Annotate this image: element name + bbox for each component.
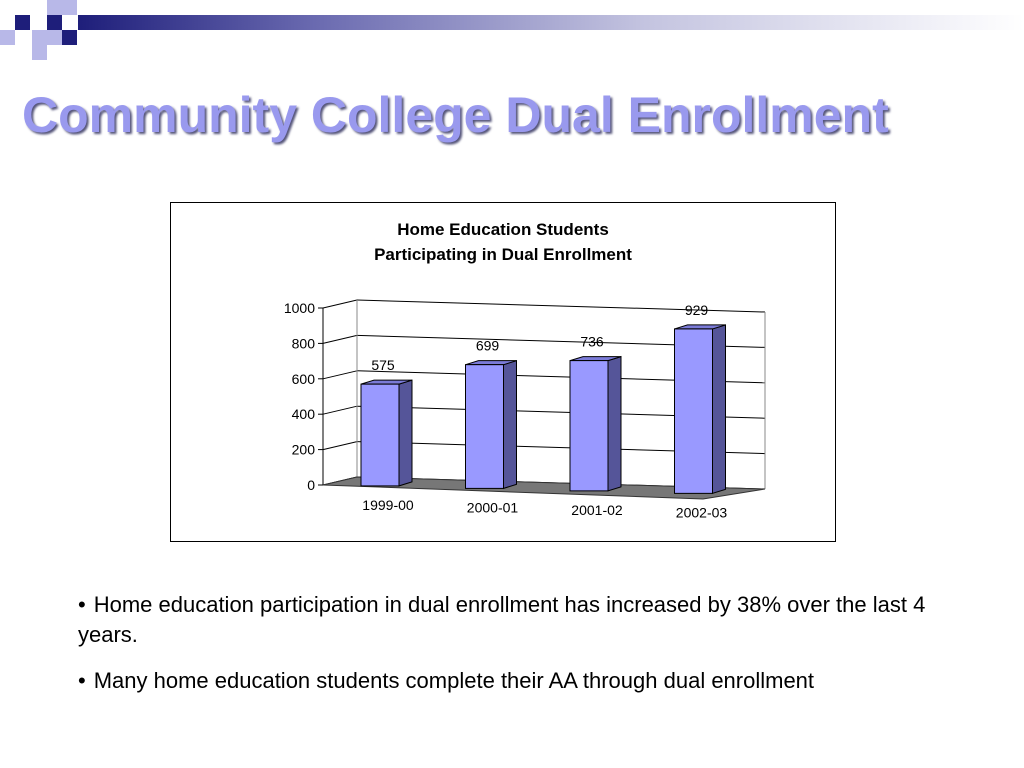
data-label: 699 (475, 337, 500, 354)
chart-frame (170, 202, 836, 542)
data-label: 575 (371, 357, 395, 374)
chart-title-line-2: Participating in Dual Enrollment (374, 245, 632, 264)
deco-square-light (47, 30, 62, 45)
deco-square-dark (62, 30, 77, 45)
deco-square-dark (15, 15, 30, 30)
x-tick-label: 1999-00 (362, 496, 414, 513)
x-tick-label: 2001-02 (571, 501, 623, 518)
deco-square-light (32, 30, 47, 45)
deco-square-light (62, 0, 77, 15)
bar-chart (171, 203, 837, 543)
gridline-side (323, 406, 357, 414)
y-tick-label: 200 (291, 441, 315, 458)
x-tick-label: 2002-03 (675, 504, 728, 521)
bullet-marker: • (78, 668, 86, 693)
y-tick-label: 600 (291, 370, 315, 387)
bullet-item (78, 666, 978, 696)
data-label: 736 (580, 333, 604, 350)
bar (675, 329, 713, 493)
bullet-item (78, 590, 978, 650)
decorative-squares (0, 0, 90, 60)
slide-title: Community College Dual Enrollment (22, 87, 889, 143)
deco-square-dark (47, 15, 62, 30)
deco-square-light (0, 30, 15, 45)
bar (466, 365, 504, 489)
header-gradient-bar (78, 15, 1024, 30)
bullet-text: Home education participation in dual enrollment has increased by 38% over the last 4 years. (78, 592, 926, 647)
bullet-marker: • (78, 592, 86, 617)
gridline-side (323, 371, 357, 379)
bar (361, 384, 399, 486)
gridline-side (323, 335, 357, 343)
bar-side (713, 325, 726, 493)
data-label: 929 (684, 301, 709, 318)
deco-square-light (47, 0, 62, 15)
y-tick-label: 1000 (283, 300, 315, 316)
deco-square-light (32, 45, 47, 60)
bar-side (608, 357, 621, 491)
x-tick-label: 2000-01 (466, 499, 519, 516)
bar-side (399, 380, 412, 486)
bar (570, 361, 608, 491)
bullet-list (78, 590, 978, 712)
gridline-side (323, 442, 357, 450)
chart-title-line-1: Home Education Students (397, 220, 609, 239)
bar-side (504, 361, 517, 489)
y-tick-label: 0 (307, 477, 315, 493)
y-tick-label: 400 (291, 406, 315, 423)
bullet-text: Many home education students complete their AA through dual enrollment (93, 668, 815, 693)
y-tick-label: 800 (291, 335, 315, 352)
gridline-side (323, 300, 357, 308)
